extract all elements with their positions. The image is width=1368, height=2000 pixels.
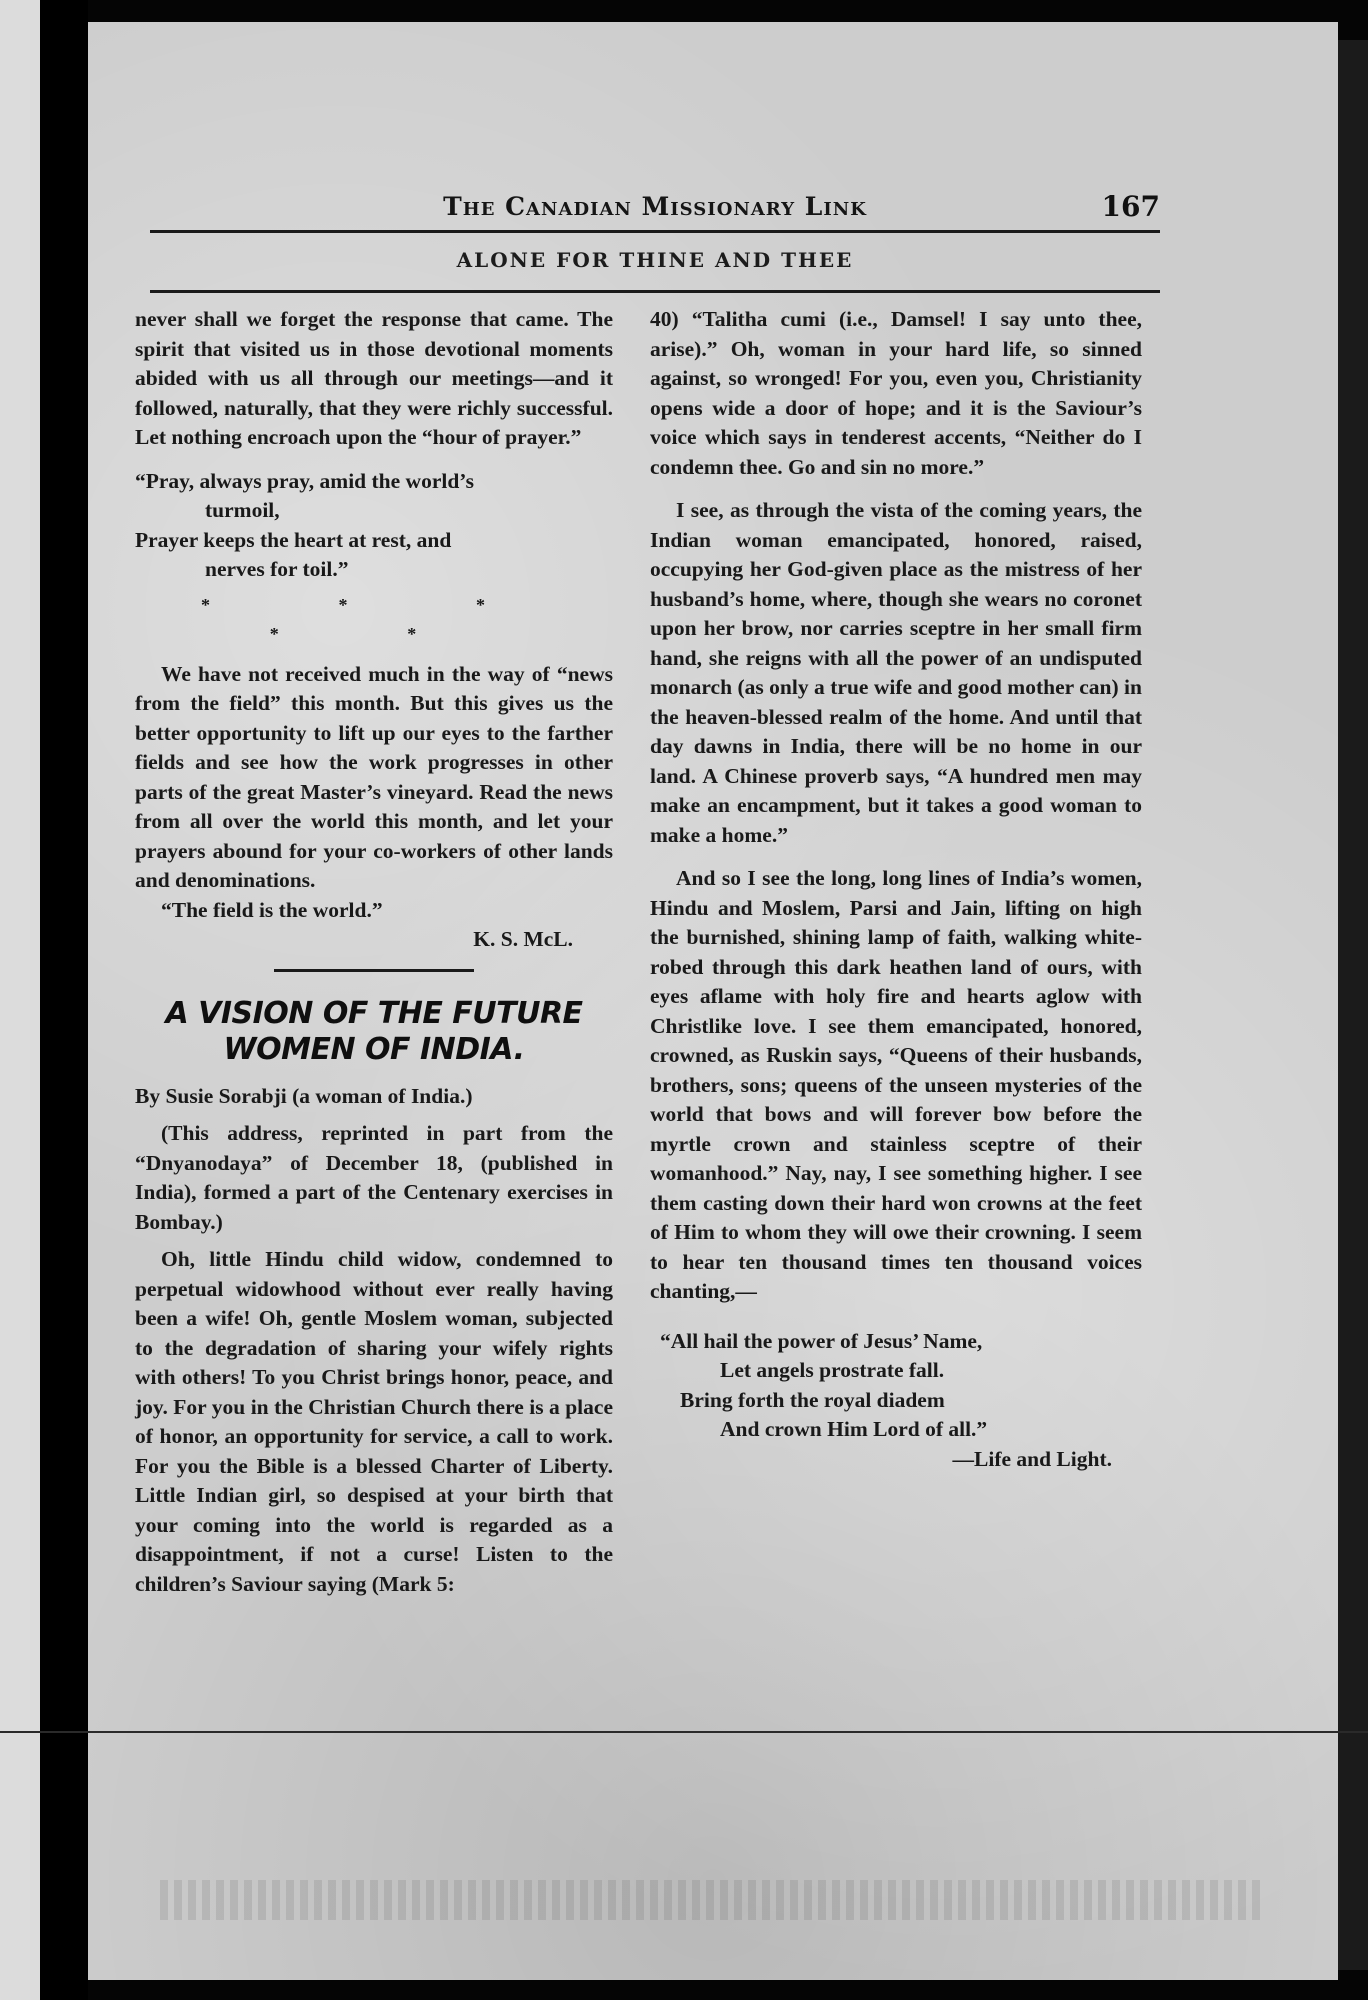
article-title: A VISION OF THE FUTURE WOMEN OF INDIA. — [165, 995, 583, 1067]
continuation-paragraph: 40) “Talitha cumi (i.e., Damsel! I say unto thee, arise).” Oh, woman in your hard life, so sinned against, so wronged! For you, even you, Christianity opens wide a door of hope; and it is the Saviour’s voice which says in tenderest accents, “Neither do I condemn thee. Go and sin no more.” — [650, 307, 1142, 479]
verse-line: turmoil, — [205, 498, 280, 522]
section-separator-stars: * * * * * — [201, 594, 547, 644]
hymn-line: And crown Him Lord of all.” — [720, 1417, 988, 1441]
news-paragraph: We have not received much in the way of “news from the field” this month. But this gives us the better opportunity to lift up our eyes to the farther fields and see how the work progresses in other parts of the great Master’s vineyard. Read the news from all over the world this month, and let your prayers abound for your co-workers of other lands and denominations. — [135, 661, 613, 892]
header-rule — [150, 290, 1160, 293]
opening-paragraph: never shall we forget the response that came. The spirit that visited us in those devotional moments abided with us all through our meetings—and it followed, naturally, that they were richly successful. Let nothing encroach upon the “hour of prayer.” — [135, 307, 613, 449]
header-motto: ALONE FOR THINE AND THEE — [456, 248, 854, 272]
running-title: The Canadian Missionary Link — [443, 192, 867, 221]
verse-line: nerves for toil.” — [205, 557, 349, 581]
section-rule — [274, 969, 474, 972]
page-number: 167 — [1101, 190, 1160, 223]
header-rule — [150, 230, 1160, 233]
right-column — [650, 305, 1142, 1474]
hymn-line: “All hail the power of Jesus’ Name, — [660, 1328, 983, 1353]
page-header — [150, 190, 1160, 230]
author-signature: K. S. McL. — [473, 927, 573, 951]
reprint-note: (This address, reprinted in part from the “Dnyanodaya” of December 18, (published in India), formed a part of the Centenary exercises in Bombay.) — [135, 1121, 613, 1234]
scan-crease-line — [0, 1731, 1368, 1733]
show-through-bleed — [160, 1880, 1260, 1920]
quote-credit: —Life and Light. — [952, 1446, 1112, 1471]
prayer-verse — [135, 467, 613, 585]
body-paragraph: Oh, little Hindu child widow, condemned to perpetual widowhood without ever really having been a wife! Oh, gentle Moslem woman, subjected to the degradation of sharing your wifely rights with others! To you Christ brings honor, peace, and joy. For you in the Christian Church there is a place of honor, an opportunity for service, a call to work. For you the Bible is a blessed Charter of Liberty. Little Indian girl, so despised at your birth that your coming into the world is regarded as a disappointment, if not a curse! Listen to the children’s Saviour saying (Mark 5: — [135, 1247, 613, 1596]
verse-line: Prayer keeps the heart at rest, and — [135, 527, 452, 552]
article-byline: By Susie Sorabji (a woman of India.) — [135, 1083, 473, 1108]
lines-paragraph: And so I see the long, long lines of India’s women, Hindu and Moslem, Parsi and Jain, lifting on high the burnished, shining lamp of faith, walking white-robed through this dark heathen land of ours, with eyes aflame with holy fire and hearts aglow with Christlike love. I see them emancipated, honored, crowned, as Ruskin says, “Queens of their husbands, brothers, sons; queens of the unseen mysteries of the world that bows and will forever bow before the myrtle crown and stainless sceptre of their womanhood.” Nay, nay, I see something higher. I see them casting down their hard won crowns at the feet of Him to whom they will owe their crowning. I seem to hear ten thousand times ten thousand voices chanting,— — [650, 866, 1142, 1303]
left-column — [135, 305, 613, 1599]
adjacent-page-edge — [0, 0, 40, 2000]
verse-line: “Pray, always pray, amid the world’s — [135, 468, 475, 493]
vista-paragraph: I see, as through the vista of the coming years, the Indian woman emancipated, honored, raised, occupying her God-given place as the mistress of her husband’s home, where, though she wears no coronet upon her brow, nor carries sceptre in her small firm hand, she reigns with all the power of an undisputed monarch (as only a true wife and good mother can) in the heaven-blessed realm of the home. And until that day dawns in India, there will be no home in our land. A Chinese proverb says, “A hundred men may make an encampment, but it takes a good woman to make a home.” — [650, 498, 1142, 847]
hymn-verse — [650, 1327, 1142, 1445]
right-page-edge — [1338, 40, 1368, 1970]
field-quote: “The field is the world.” — [161, 897, 383, 922]
hymn-line: Bring forth the royal diadem — [680, 1387, 945, 1412]
gutter-shadow — [40, 0, 88, 2000]
hymn-line: Let angels prostrate fall. — [720, 1358, 945, 1382]
